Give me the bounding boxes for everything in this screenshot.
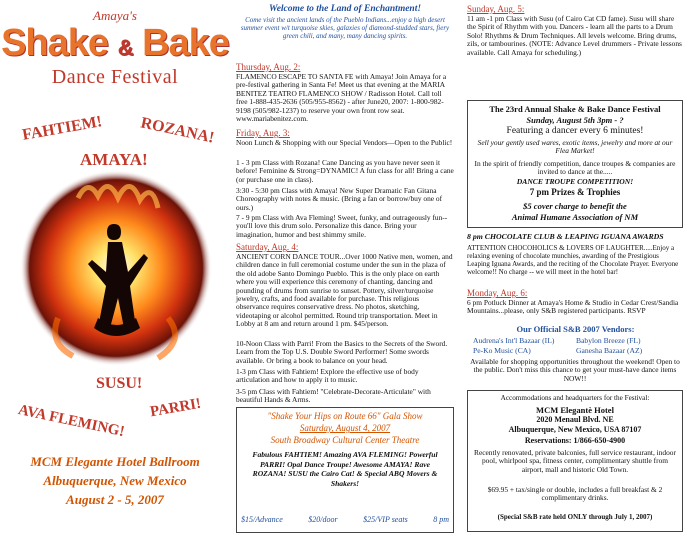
gala-title: "Shake Your Hips on Route 66" Gala Show bbox=[267, 411, 423, 421]
competition-box bbox=[467, 100, 683, 228]
amaya-label: AMAYA! bbox=[80, 150, 148, 169]
vendors-text: Available for shopping opportunities throughout the weekend! Open to the public. Don't miss this chance to get your must-have dance items NOW!! bbox=[470, 357, 680, 383]
friday-class-2: 3:30 - 5:30 pm Class with Amaya! New Super Dramatic Fan Gitana Choreography with notes & music. (Bring a fan or borrow/buy one of ours.) bbox=[236, 186, 443, 212]
thursday-heading: Thursday, Aug. 2: bbox=[236, 62, 301, 72]
shake-bake-logo: Shake & Bake bbox=[1, 22, 229, 64]
hotel-rate: $69.95 + tax/single or double, includes a full breakfast & 2 complimentary drinks. bbox=[487, 485, 663, 503]
price-row bbox=[241, 515, 449, 524]
hotel-amenities: Recently renovated, private balconies, full service restaurant, indoor pool, whirlpool spa, fitness center, complimentary shuttle from airport, mall and historic Old Town. bbox=[474, 448, 676, 474]
price-vip: $25/VIP seats bbox=[363, 515, 408, 524]
vendor-item: Audrena's Int'l Bazaar (IL) bbox=[473, 336, 555, 345]
hotel-address: 2020 Menaul Blvd. NE bbox=[536, 415, 614, 424]
right-column bbox=[461, 0, 690, 533]
competition-flea: Sell your gently used wares, exotic items, jewelry and more at our Flea Market! bbox=[477, 138, 673, 156]
monday-text: 6 pm Potluck Dinner at Amaya's Home & Studio in Cedar Crest/Sandia Mountains...please, only S&B registered participants. RSVP bbox=[467, 298, 679, 316]
hotel-name: MCM Elegantè Hotel bbox=[536, 405, 614, 415]
competition-feature: Featuring a dancer every 6 minutes! bbox=[506, 126, 644, 136]
welcome-text: Come visit the ancient lands of the Pueblo Indians...enjoy a high desert summer event w/t turquoise skies, galaxies of diamond-studded stars, fiery green chili, and many, many dancing spirits. bbox=[240, 16, 450, 40]
vendor-item: Babylon Breeze (FL) bbox=[576, 336, 641, 345]
venue-line: MCM Elegante Hotel Ballroom bbox=[30, 454, 200, 469]
fire-dancer-image bbox=[18, 168, 214, 368]
gala-place: South Broadway Cultural Center Theatre bbox=[270, 435, 420, 445]
hotel-intro: Accommodations and headquarters for the Festival: bbox=[500, 394, 650, 402]
dates-line: August 2 - 5, 2007 bbox=[66, 492, 164, 507]
fire-dancer-graphic bbox=[18, 168, 214, 368]
rozana-label: ROZANA! bbox=[139, 114, 216, 147]
saturday-class-3: 3-5 pm Class with Fahtiem! "Celebrate-Decorate-Articulate" with beautiful Hands & Arms. bbox=[236, 387, 431, 405]
amayas-title: Amaya's bbox=[93, 8, 137, 23]
hotel-city: Albuquerque, New Mexico, USA 87107 bbox=[508, 425, 642, 434]
gala-date: Saturday, August 4, 2007 bbox=[299, 423, 391, 433]
saturday-class-1: 10-Noon Class with Parri! From the Basics to the Secrets of the Sword. Learn from the Top U.S. Double Sword Performer! Some swords available. Or bring a book to balance on your head. bbox=[236, 339, 448, 365]
saturday-heading: Saturday, Aug. 4: bbox=[236, 242, 299, 252]
susu-label: SUSU! bbox=[96, 375, 143, 392]
price-advance: $15/Advance bbox=[241, 515, 283, 524]
hotel-reservations: Reservations: 1/866-650-4900 bbox=[524, 436, 626, 445]
thursday-text: FLAMENCO ESCAPE TO SANTA FE with Amaya! Join Amaya for a pre-festival gathering in Santa Fe! Meet us that evening at the MARIA BENITEZ TEATRO FLAMENCO SHOW / Radisson Hotel. Call toll free 1-888-435-2636 (505/955-8562) - after June20, 2007: 1-800-982-9198 (505/982-1237) to reserve your own front row seat. www.mariabenitez.com. bbox=[236, 72, 447, 124]
middle-column bbox=[230, 0, 460, 533]
parri-label: PARRI! bbox=[148, 395, 203, 421]
left-column bbox=[0, 0, 230, 533]
price-door: $20/door bbox=[308, 515, 338, 524]
competition-cover: $5 cover charge to benefit the bbox=[523, 201, 627, 211]
competition-prizes: 7 pm Prizes & Trophies bbox=[529, 187, 621, 197]
friday-heading: Friday, Aug. 3: bbox=[236, 128, 290, 138]
friday-class-1: 1 - 3 pm Class with Rozana! Cane Dancing as you have never seen it before! Feminine & Strong=DYNAMIC! A fun class for all! Bring a cane (or purchase one in class). bbox=[236, 158, 454, 184]
vendor-item: Ganesha Bazaar (AZ) bbox=[576, 346, 643, 355]
sunday-heading: Sunday, Aug. 5: bbox=[467, 4, 525, 14]
monday-heading: Monday, Aug. 6: bbox=[467, 288, 528, 298]
ava-fleming-label: AVA FLEMING! bbox=[16, 402, 126, 441]
fahtiem-label: FAHTIEM! bbox=[21, 113, 104, 144]
city-line: Albuquerque, New Mexico bbox=[43, 473, 187, 488]
vendor-item: Pe-Ko Music (CA) bbox=[473, 346, 531, 355]
welcome-heading: Welcome to the Land of Enchantment! bbox=[268, 4, 422, 14]
hotel-box bbox=[467, 390, 683, 532]
vendors-title: Our Official S&B 2007 Vendors: bbox=[516, 324, 635, 334]
hotel-special-rate: (Special S&B rate held ONLY through July 1, 2007) bbox=[497, 513, 653, 521]
friday-noon: Noon Lunch & Shopping with our Special Vendors—Open to the Public! bbox=[236, 138, 453, 147]
show-time: 8 pm bbox=[433, 515, 449, 524]
saturday-class-2: 1-3 pm Class with Fahtiem! Explore the effective use of body articulation and how to apply it to music. bbox=[236, 367, 419, 385]
competition-date: Sunday, August 5th 3pm - ? bbox=[526, 115, 624, 125]
sunday-text: 11 am -1 pm Class with Susu (of Cairo Cat CD fame). Susu will share the Spirit of Rhythm with you. Dancers - learn all the parts to a Drum Solo! Rhythms & Drum Techniques. All levels welcome. Bring drums, zils, or tambourines. (NOTE: Advance Level drummers - Private lessons available. Call Amaya for scheduling.) bbox=[467, 14, 682, 57]
gala-box bbox=[236, 407, 454, 533]
competition-spirit: In the spirit of friendly competition, dance troupes & companies are invited to dance at the..... bbox=[474, 159, 676, 177]
chocolate-club-text: ATTENTION CHOCOHOLICS & LOVERS OF LAUGHTER.....Enjoy a relaxing evening of chocolate munchies, awarding of the Prestigious Leaping Iguana Awards, and the reciting of the Chocolate Prayer. Everyone welcome!! No charge -- we will meet in the hotel bar! bbox=[467, 244, 679, 276]
gala-performers: Fabulous FAHTIEM! Amazing AVA FLEMING! Powerful PARRI! Opal Dance Troupe! Awesome AMAYA! Rave ROZANA! SUSU the Cairo Cat! & Special ABQ Movers & Shakers! bbox=[252, 450, 438, 488]
chocolate-club-line: 8 pm CHOCOLATE CLUB & LEAPING IGUANA AWARDS bbox=[467, 232, 664, 241]
vendors-list bbox=[473, 336, 679, 355]
friday-class-3: 7 - 9 pm Class with Ava Fleming! Sweet, funky, and outrageously fun--you'll love this drum solo. Personalize this dance. Bring your imagination, humor and best shimmy smile. bbox=[236, 213, 448, 239]
competition-title: The 23rd Annual Shake & Bake Dance Festival bbox=[489, 104, 661, 114]
saturday-tour: ANCIENT CORN DANCE TOUR...Over 1000 Native men, women, and children dance in full ceremonial costume under the sun in the plaza of the old adobe Santo Domingo Pueblo. This is the only place on earth where you will experience this ceremony of chanting, dancing and pounding of drums from sunrise to sunset. Pottery, silver/turquoise jewelry, crafts, and food available for purchase. This religious observance requires conservative dress. No photos, sketching, videotaping or alcohol permitted. Round trip transportation. Meet in Lobby at 8 am and return around 1 pm. $45/person. bbox=[236, 252, 453, 329]
competition-name: DANCE TROUPE COMPETITION! bbox=[516, 177, 634, 186]
competition-charity: Animal Humane Association of NM bbox=[511, 212, 639, 222]
dance-festival-title: Dance Festival bbox=[51, 66, 179, 88]
